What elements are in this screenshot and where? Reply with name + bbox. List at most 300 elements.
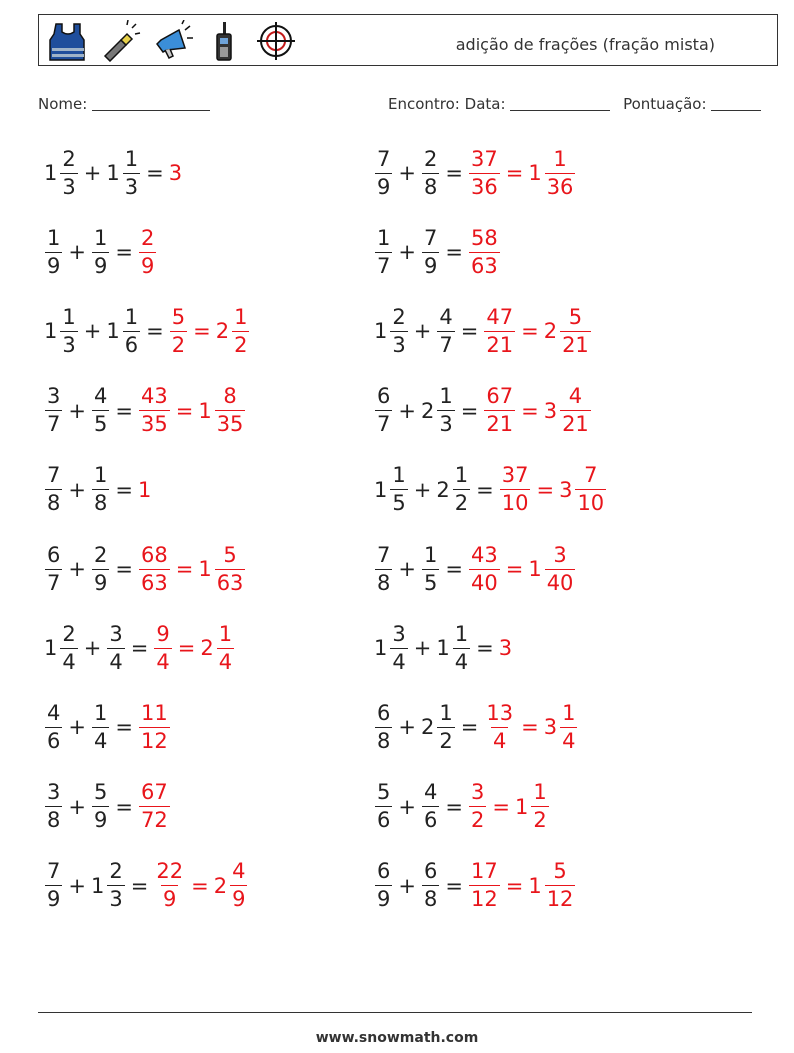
equals-sign: = (115, 557, 133, 581)
denominator: 2 (533, 808, 547, 833)
exercise-row (374, 539, 576, 599)
denominator: 9 (423, 253, 438, 278)
denominator: 2 (234, 332, 248, 357)
mixed-number (198, 542, 246, 595)
numerator: 1 (439, 700, 453, 725)
denominator: 9 (47, 887, 61, 912)
plus-sign: + (68, 240, 86, 265)
fraction (139, 225, 156, 278)
numerator: 68 (140, 542, 168, 567)
fraction (437, 700, 454, 753)
fraction (154, 621, 171, 674)
answer (138, 478, 153, 502)
whole-part: 3 (543, 715, 558, 740)
denominator: 4 (62, 649, 76, 674)
answer (138, 225, 157, 278)
equals-sign: = (175, 398, 194, 423)
fraction (422, 542, 439, 595)
plus-sign: + (398, 557, 416, 581)
numerator: 7 (47, 859, 61, 884)
equals-sign: = (460, 319, 479, 344)
name-blank[interactable] (92, 96, 210, 111)
mixed-number (44, 304, 79, 357)
plus-sign: + (83, 636, 102, 661)
numerator: 67 (486, 384, 514, 409)
plus-sign: + (398, 715, 416, 740)
whole-part: 2 (200, 636, 214, 661)
numerator: 6 (377, 859, 391, 884)
answer (138, 386, 246, 435)
fraction (453, 465, 470, 514)
fraction (217, 621, 234, 674)
mixed-number (483, 700, 516, 753)
denominator: 2 (171, 332, 186, 357)
answer (499, 465, 607, 514)
fraction (45, 861, 62, 910)
equals-sign: = (130, 873, 149, 898)
equals-sign: = (460, 398, 479, 423)
answer (468, 146, 576, 199)
denominator: 7 (47, 412, 61, 437)
fraction (45, 782, 62, 831)
exercise-row (374, 618, 514, 678)
plus-sign: + (68, 477, 86, 502)
equals-sign: = (521, 319, 539, 344)
mixed-number (91, 465, 110, 514)
mixed-number (374, 304, 409, 357)
equals-sign: = (193, 319, 211, 344)
equals-sign: = (115, 794, 133, 819)
denominator: 12 (546, 887, 574, 912)
denominator: 4 (109, 649, 123, 674)
mixed-number (483, 386, 516, 435)
whole-part: 1 (44, 161, 58, 185)
fraction (422, 782, 439, 831)
fraction (60, 621, 77, 674)
numerator: 1 (553, 146, 567, 171)
fraction (139, 542, 170, 595)
numerator: 7 (584, 463, 598, 488)
mixed-number (169, 161, 184, 185)
equals-sign: = (445, 161, 463, 185)
score-blank[interactable] (711, 96, 761, 111)
fraction (154, 861, 185, 910)
mixed-number (374, 146, 393, 199)
date-blank[interactable] (510, 96, 610, 111)
exercise-row (44, 460, 153, 520)
equals-sign: = (536, 477, 555, 502)
denominator: 4 (156, 649, 170, 674)
plus-sign: + (398, 161, 416, 185)
equals-sign: = (460, 715, 479, 740)
numerator: 1 (93, 463, 108, 488)
mixed-number (374, 861, 393, 910)
numerator: 1 (47, 225, 61, 250)
denominator: 4 (218, 649, 233, 674)
fraction (375, 146, 392, 199)
fraction (170, 304, 187, 357)
numerator: 5 (377, 780, 391, 805)
megaphone-icon (151, 20, 193, 62)
numerator: 4 (93, 384, 108, 409)
fraction (92, 386, 109, 435)
denominator: 9 (377, 174, 391, 199)
denominator: 63 (140, 570, 168, 595)
answer (468, 225, 501, 278)
numerator: 2 (62, 146, 76, 171)
equals-sign: = (115, 477, 133, 502)
numerator: 1 (93, 225, 108, 250)
numerator: 4 (47, 700, 61, 725)
fraction (375, 861, 392, 910)
denominator: 8 (47, 491, 61, 516)
numerator: 5 (93, 780, 108, 805)
answer (483, 700, 578, 753)
numerator: 43 (140, 384, 168, 409)
fraction (375, 225, 392, 278)
numerator: 7 (47, 463, 61, 488)
exercise-row (374, 697, 578, 757)
mixed-number (44, 700, 63, 753)
denominator: 36 (470, 174, 498, 199)
whole-part: 1 (106, 319, 120, 344)
mixed-number (153, 621, 172, 674)
answer (499, 636, 514, 660)
mixed-number (374, 700, 393, 753)
whole-part: 1 (528, 161, 542, 185)
numerator: 6 (423, 859, 438, 884)
denominator: 7 (47, 570, 61, 595)
denominator: 3 (62, 332, 76, 357)
denominator: 4 (454, 649, 469, 674)
whole-part: 1 (90, 873, 105, 898)
fraction (230, 861, 247, 910)
denominator: 2 (454, 491, 469, 516)
denominator: 2 (439, 728, 453, 753)
footer-site: www.snowmath.com (315, 1030, 479, 1046)
denominator: 3 (62, 174, 76, 199)
numerator: 2 (423, 146, 438, 171)
denominator: 5 (423, 570, 438, 595)
fraction (531, 782, 548, 831)
numerator: 7 (423, 225, 438, 250)
mixed-number (138, 386, 171, 435)
whole-part: 1 (528, 557, 542, 581)
mixed-number (420, 700, 456, 753)
numerator: 1 (124, 304, 139, 329)
mixed-number (468, 542, 501, 595)
denominator: 63 (470, 253, 498, 278)
answer (138, 782, 171, 831)
equals-sign: = (505, 557, 524, 581)
plus-sign: + (68, 794, 86, 819)
mixed-number (44, 386, 63, 435)
whole-part: 3 (168, 161, 183, 185)
numerator: 67 (140, 780, 168, 805)
equals-sign: = (476, 477, 494, 502)
whole-part: 1 (374, 477, 388, 502)
equals-sign: = (445, 873, 463, 898)
mixed-number (44, 621, 79, 674)
denominator: 12 (470, 887, 498, 912)
fraction (215, 542, 246, 595)
numerator: 37 (501, 463, 529, 488)
crosshair-icon (255, 20, 297, 62)
exercise-row (44, 539, 246, 599)
mixed-number (374, 465, 409, 514)
mixed-number (468, 146, 501, 199)
fraction (107, 621, 124, 674)
mixed-number (91, 225, 110, 278)
mixed-number (44, 861, 63, 910)
whole-part: 2 (543, 319, 558, 344)
plus-sign: + (413, 636, 432, 661)
numerator: 6 (47, 542, 61, 567)
whole-part: 2 (420, 398, 435, 423)
whole-part: 1 (44, 319, 58, 344)
denominator: 12 (140, 728, 168, 753)
numerator: 13 (486, 700, 514, 725)
mixed-number (421, 861, 440, 910)
mixed-number (91, 861, 126, 910)
whole-part: 1 (198, 557, 212, 581)
mixed-number (436, 465, 471, 514)
mixed-number (468, 782, 487, 831)
exercise-row (44, 697, 171, 757)
mixed-number (153, 861, 186, 910)
denominator: 21 (486, 412, 514, 437)
header-icons (47, 19, 297, 63)
numerator: 58 (470, 225, 498, 250)
equals-sign: = (146, 319, 164, 344)
mixed-number (138, 782, 171, 831)
exercise-row (374, 143, 576, 203)
denominator: 9 (232, 887, 246, 912)
answer (483, 304, 591, 357)
denominator: 8 (377, 728, 391, 753)
fraction (45, 700, 62, 753)
fraction (545, 146, 576, 199)
denominator: 5 (392, 491, 406, 516)
denominator: 72 (140, 808, 168, 833)
equals-sign: = (191, 873, 209, 898)
plus-sign: + (68, 398, 86, 423)
mixed-number (138, 478, 153, 502)
numerator: 37 (470, 146, 498, 171)
equals-sign: = (130, 636, 149, 661)
whole-part: 3 (559, 477, 573, 502)
equals-sign: = (445, 240, 463, 265)
denominator: 10 (501, 491, 529, 516)
denominator: 9 (93, 570, 108, 595)
fraction (560, 386, 591, 435)
mixed-number (421, 386, 456, 435)
equals-sign: = (445, 794, 463, 819)
name-field (38, 95, 210, 113)
mixed-number (138, 542, 171, 595)
mixed-number (528, 861, 576, 910)
mixed-number (528, 542, 576, 595)
plus-sign: + (413, 319, 432, 344)
mixed-number (374, 542, 393, 595)
fraction (92, 782, 109, 831)
mixed-number (374, 386, 393, 435)
denominator: 35 (140, 412, 168, 437)
mixed-number (421, 782, 440, 831)
fraction (545, 542, 576, 595)
denominator: 8 (423, 174, 438, 199)
equals-sign: = (115, 240, 133, 265)
fraction (139, 386, 170, 435)
numerator: 1 (234, 304, 248, 329)
mixed-number (198, 386, 246, 435)
mixed-number (374, 621, 409, 674)
denominator: 4 (493, 728, 507, 753)
denominator: 7 (377, 253, 391, 278)
numerator: 1 (562, 700, 576, 725)
denominator: 40 (470, 570, 498, 595)
numerator: 6 (377, 384, 391, 409)
mixed-number (138, 700, 171, 753)
denominator: 3 (392, 332, 406, 357)
fraction (45, 225, 62, 278)
plus-sign: + (398, 398, 416, 423)
numerator: 47 (486, 304, 514, 329)
plus-sign: + (83, 319, 102, 344)
mixed-number (543, 304, 592, 357)
mixed-number (169, 304, 188, 357)
answer (138, 542, 246, 595)
denominator: 21 (562, 412, 589, 437)
whole-part: 1 (374, 319, 388, 344)
equals-sign: = (492, 794, 510, 819)
fraction (375, 700, 392, 753)
exercise-row (374, 777, 550, 837)
numerator: 9 (156, 621, 170, 646)
fraction (139, 782, 170, 831)
denominator: 9 (93, 253, 108, 278)
denominator: 4 (392, 649, 406, 674)
denominator: 9 (93, 808, 108, 833)
flashlight-icon (99, 20, 141, 62)
mixed-number (515, 782, 550, 831)
numerator: 3 (470, 780, 485, 805)
mixed-number (421, 146, 440, 199)
numerator: 1 (62, 304, 76, 329)
denominator: 6 (124, 332, 139, 357)
mixed-number (91, 700, 110, 753)
mixed-number (421, 225, 440, 278)
exercise-row (44, 618, 235, 678)
numerator: 1 (93, 700, 108, 725)
fraction (232, 304, 249, 357)
worksheet-header (38, 14, 778, 66)
equals-sign: = (146, 161, 164, 185)
denominator: 6 (377, 808, 391, 833)
fraction (469, 861, 500, 910)
exercise-row (374, 222, 501, 282)
numerator: 1 (218, 621, 233, 646)
numerator: 8 (223, 384, 237, 409)
mixed-number (483, 304, 516, 357)
exercise-row (374, 856, 576, 916)
whole-part: 2 (436, 477, 450, 502)
mixed-number (215, 304, 251, 357)
plus-sign: + (398, 240, 416, 265)
answer (153, 621, 235, 674)
mixed-number (544, 386, 592, 435)
date-label: Data: (464, 95, 506, 113)
whole-part: 2 (215, 319, 230, 344)
exercise-row (44, 777, 171, 837)
fraction (123, 146, 140, 199)
numerator: 4 (439, 304, 453, 329)
fraction (45, 386, 62, 435)
denominator: 40 (546, 570, 574, 595)
fraction (469, 782, 486, 831)
fraction (92, 465, 109, 514)
fraction (437, 304, 454, 357)
mixed-number (200, 621, 235, 674)
denominator: 21 (486, 332, 514, 357)
mixed-number (44, 782, 63, 831)
equals-sign: = (476, 636, 494, 661)
denominator: 10 (577, 491, 605, 516)
plus-sign: + (398, 794, 416, 819)
numerator: 1 (439, 384, 453, 409)
equals-sign: = (115, 398, 133, 423)
numerator: 5 (171, 304, 186, 329)
numerator: 7 (377, 542, 391, 567)
exercise-row (44, 856, 248, 916)
mixed-number (106, 304, 141, 357)
plus-sign: + (398, 873, 416, 898)
mixed-number (499, 465, 532, 514)
equals-sign: = (521, 398, 539, 423)
exercise-row (44, 301, 250, 361)
denominator: 9 (47, 253, 61, 278)
equals-sign: = (445, 557, 463, 581)
numerator: 4 (423, 780, 438, 805)
plus-sign: + (413, 477, 432, 502)
plus-sign: + (68, 557, 86, 581)
numerator: 3 (109, 621, 123, 646)
mixed-number (436, 304, 455, 357)
footer-divider (38, 1012, 752, 1013)
score-label: Pontuação: (623, 95, 707, 113)
fraction (469, 146, 500, 199)
exercise-row (44, 381, 246, 441)
equals-sign: = (115, 715, 133, 740)
fraction (92, 225, 109, 278)
mixed-number (374, 782, 393, 831)
plus-sign: + (68, 873, 86, 898)
denominator: 4 (93, 728, 108, 753)
plus-sign: + (68, 715, 86, 740)
equals-sign: = (521, 715, 539, 740)
numerator: 3 (47, 384, 61, 409)
denominator: 2 (470, 808, 485, 833)
numerator: 5 (223, 542, 237, 567)
fraction (422, 225, 439, 278)
worksheet-title: adição de frações (fração mista) (455, 35, 715, 54)
denominator: 8 (93, 491, 108, 516)
denominator: 9 (140, 253, 155, 278)
equals-sign: = (175, 557, 194, 581)
numerator: 5 (553, 859, 567, 884)
whole-part: 1 (106, 161, 120, 185)
name-label: Nome: (38, 95, 88, 113)
